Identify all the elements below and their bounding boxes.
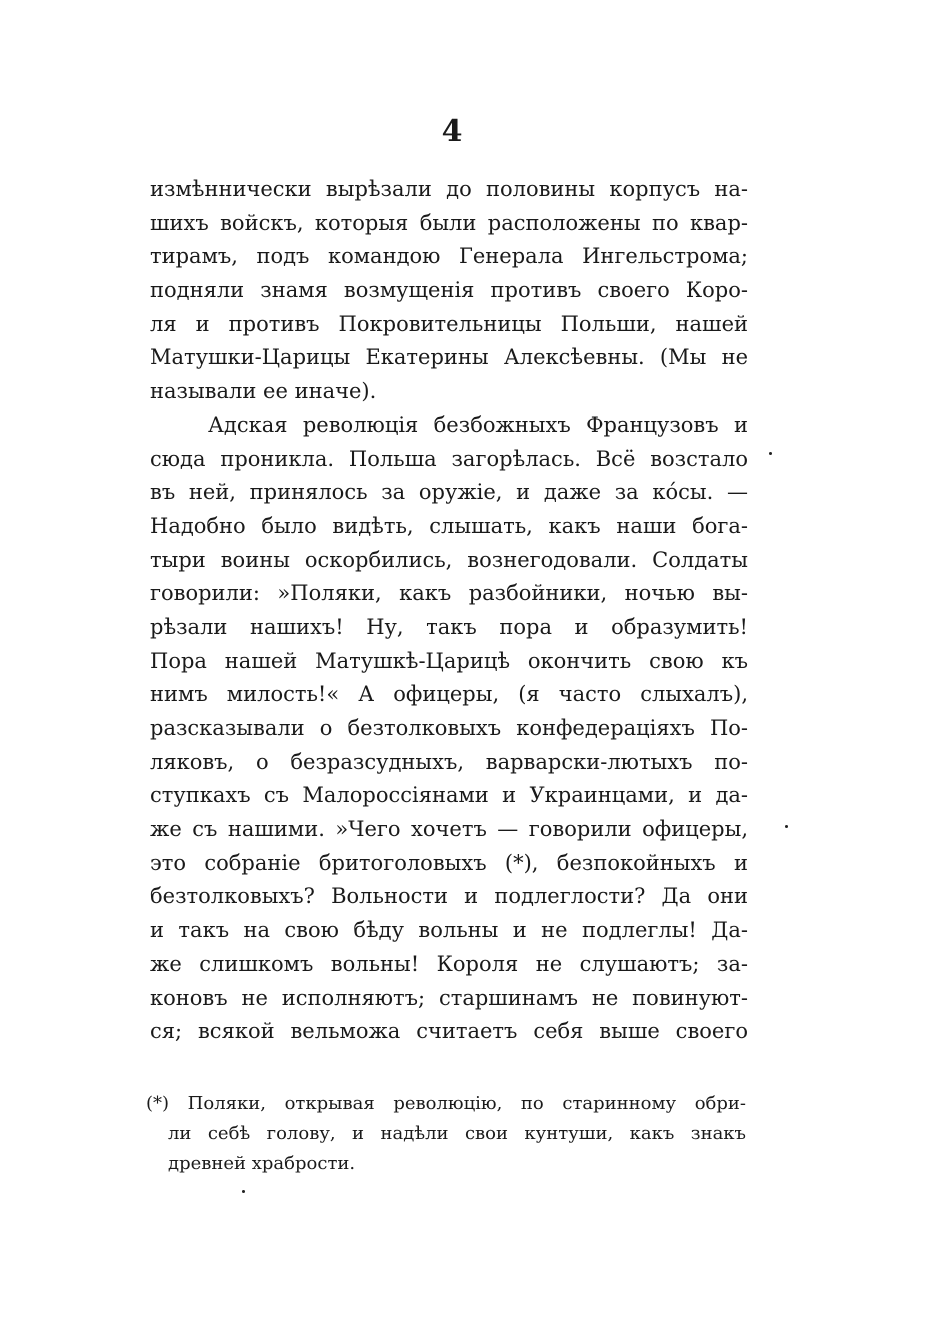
text-line: ляковъ, о безразсудныхъ, варварски-лютыхъ по-	[150, 749, 748, 774]
text-line: измѣннически вырѣзали до половины корпусъ на-	[150, 177, 748, 201]
footnote-line: древней храбрости.	[168, 1153, 356, 1174]
text-line: въ ней, принялось за оружіе, и даже за кóсы. —	[150, 480, 748, 505]
text-line: называли ее иначе).	[150, 379, 377, 404]
text-line: безтолковыхъ? Вольности и подлеглости? Да они	[150, 884, 748, 909]
print-speck	[785, 825, 788, 828]
text-line: Адская революція безбожныхъ Французовъ и	[208, 412, 748, 437]
footnote	[146, 1089, 746, 1179]
text-line: Матушки-Царицы Екатерины Алексѣевны. (Мы не	[150, 345, 748, 370]
text-line: же съ нашими. »Чего хочетъ — говорили офицеры,	[150, 817, 748, 842]
text-line: сюда проникла. Польша загорѣлась. Всё возстало	[150, 446, 748, 471]
footnote-line: (*) Поляки, открывая революцію, по старинному обри-	[146, 1093, 746, 1114]
text-line: разсказывали о безтолковыхъ конфедераціяхъ По-	[150, 716, 748, 740]
text-line: Пора нашей Матушкѣ-Царицѣ окончить свою къ	[150, 648, 748, 673]
page-number: 4	[441, 114, 463, 149]
text-line: рѣзали нашихъ! Ну, такъ пора и образумить!	[150, 614, 748, 639]
text-line: это собраніе бритоголовыхъ (*), безпокойныхъ и	[150, 850, 748, 875]
text-line: шихъ войскъ, которыя были расположены по квар-	[150, 210, 748, 235]
text-line: тирамъ, подъ командою Генерала Ингельстрома;	[150, 244, 748, 269]
text-line: Надобно было видѣть, слышать, какъ наши бога-	[150, 513, 748, 538]
print-speck	[769, 452, 772, 455]
text-line: же слишкомъ вольны! Короля не слушаютъ; за-	[150, 951, 748, 976]
main-text	[150, 173, 748, 1049]
text-line: и такъ на свою бѣду вольны и не подлеглы! Да-	[150, 918, 748, 943]
text-line: говорили: »Поляки, какъ разбойники, ночью вы-	[150, 581, 748, 606]
text-line: тыри воины оскорбились, вознегодовали. Солдаты	[150, 547, 748, 572]
footnote-line: ли себѣ голову, и надѣли свои кунтуши, какъ знакъ	[168, 1123, 746, 1144]
text-line: ся; всякой вельможа считаетъ себя выше своего	[150, 1019, 748, 1044]
text-line: ступкахъ съ Малороссіянами и Украинцами, и да-	[150, 783, 748, 808]
text-line: нимъ милость!« А офицеры, (я часто слыхалъ),	[150, 682, 748, 707]
text-line: подняли знамя возмущенія противъ своего Коро-	[150, 278, 748, 303]
text-line: коновъ не исполняютъ; старшинамъ не повинуют-	[150, 985, 748, 1010]
print-speck	[242, 1190, 245, 1193]
text-line: ля и противъ Покровительницы Польши, нашей	[150, 311, 748, 336]
